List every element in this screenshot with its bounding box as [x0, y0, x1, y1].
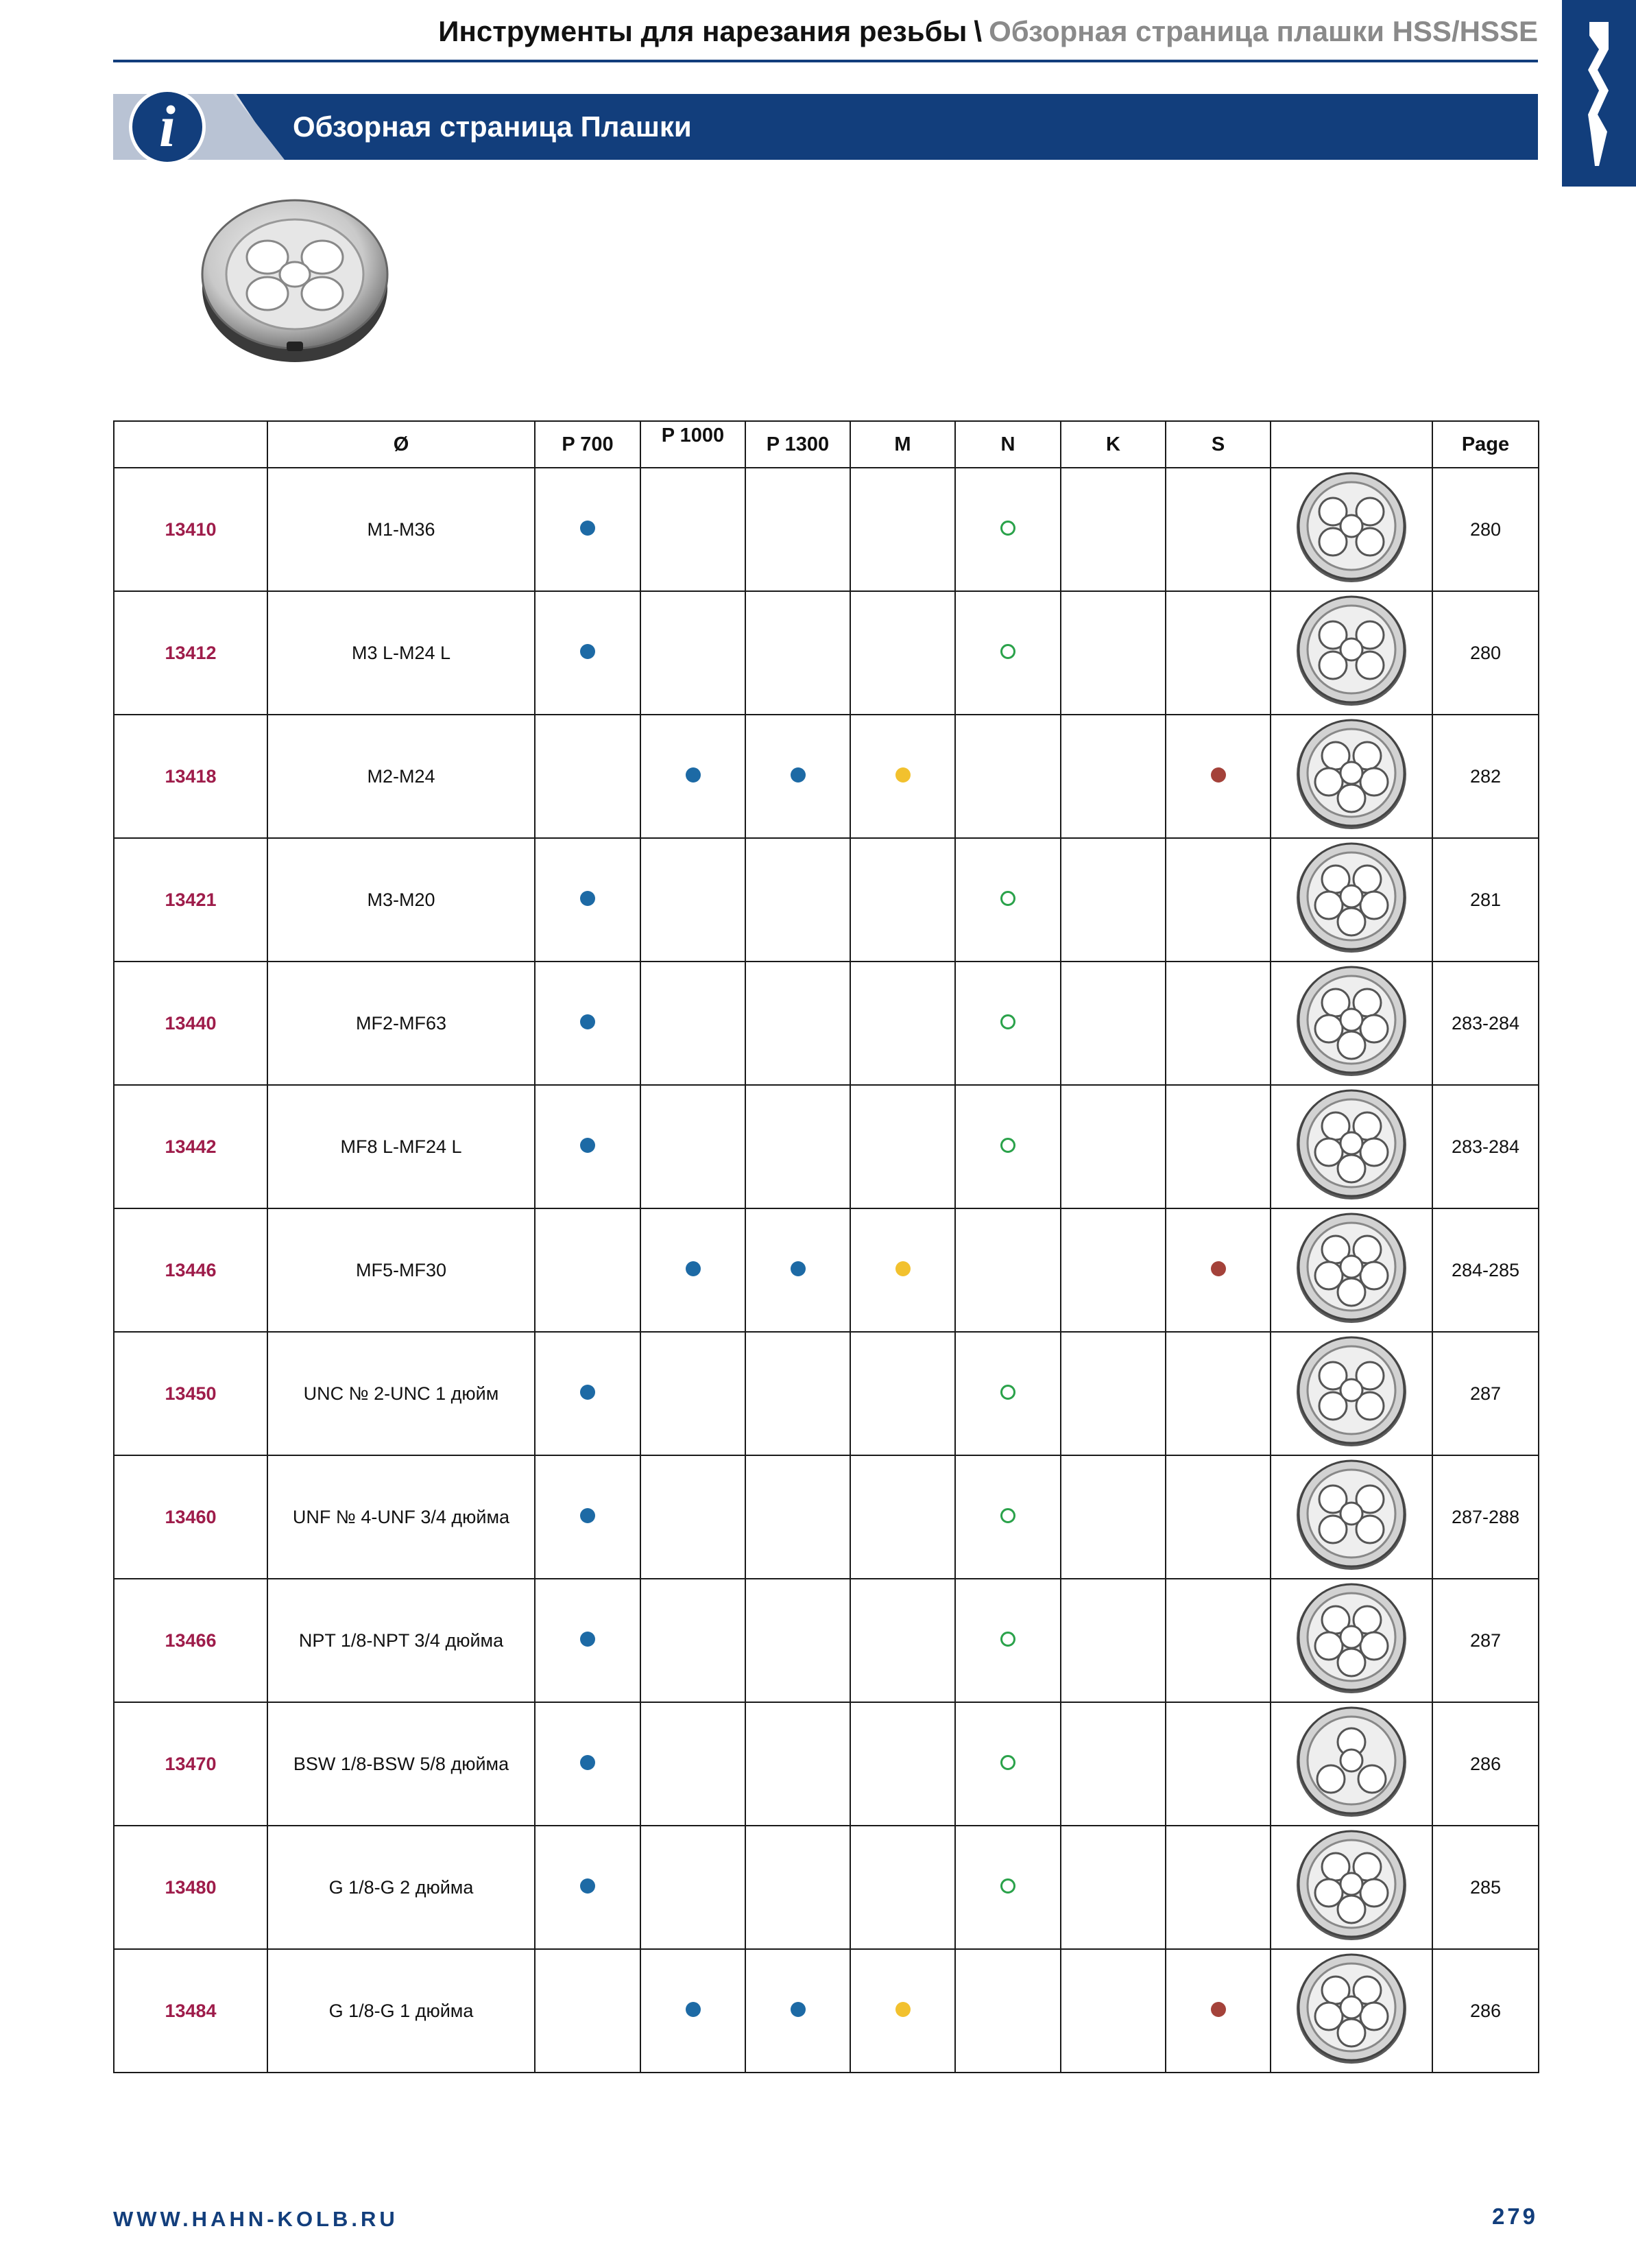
- suitability-cell-s: [1166, 1579, 1271, 1702]
- product-image-cell: [1271, 1702, 1432, 1826]
- diameter-range: UNC № 2-UNC 1 дюйм: [267, 1332, 535, 1455]
- suitability-cell-n: [955, 1579, 1061, 1702]
- header-title-sub: Обзорная страница плашки HSS/HSSE: [989, 15, 1538, 47]
- suitability-cell-p1000: [640, 1949, 745, 2073]
- article-number[interactable]: 13418: [114, 715, 267, 838]
- suitability-cell-p700: [535, 1949, 640, 2073]
- suitability-cell-p1000: [640, 1208, 745, 1332]
- table-row: [114, 838, 1539, 962]
- page-reference[interactable]: 287-288: [1432, 1455, 1539, 1579]
- header-article: [114, 421, 267, 468]
- suitability-cell-p1300: [745, 591, 850, 715]
- filled-circle-icon: [580, 521, 595, 536]
- section-banner: [113, 94, 1538, 160]
- filled-circle-icon: [686, 767, 701, 783]
- suitability-cell-p700: [535, 1826, 640, 1949]
- open-circle-icon: [1000, 1878, 1015, 1894]
- header-s: S: [1166, 421, 1271, 468]
- page-reference[interactable]: 287: [1432, 1579, 1539, 1702]
- suitability-cell-s: [1166, 1702, 1271, 1826]
- drill-bit-icon: [1577, 22, 1621, 166]
- suitability-cell-n: [955, 1826, 1061, 1949]
- open-circle-icon: [1000, 521, 1015, 536]
- table-row: [114, 1332, 1539, 1455]
- product-image-cell: [1271, 468, 1432, 591]
- open-circle-icon: [1000, 1138, 1015, 1153]
- diameter-range: M2-M24: [267, 715, 535, 838]
- suitability-cell-p1300: [745, 715, 850, 838]
- open-circle-icon: [1000, 1755, 1015, 1770]
- article-number[interactable]: 13484: [114, 1949, 267, 2073]
- die-thumbnail-image: [1293, 1210, 1410, 1326]
- suitability-cell-m: [850, 1332, 955, 1455]
- die-thumbnail-image: [1293, 839, 1410, 956]
- suitability-cell-s: [1166, 962, 1271, 1085]
- article-number[interactable]: 13460: [114, 1455, 267, 1579]
- filled-circle-icon: [580, 891, 595, 906]
- product-image-cell: [1271, 1455, 1432, 1579]
- page-reference[interactable]: 283-284: [1432, 1085, 1539, 1208]
- open-circle-icon: [1000, 644, 1015, 659]
- suitability-cell-n: [955, 591, 1061, 715]
- filled-circle-icon: [1211, 2002, 1226, 2017]
- table-row: [114, 1085, 1539, 1208]
- die-thumbnail-image: [1293, 469, 1410, 586]
- suitability-cell-p700: [535, 468, 640, 591]
- suitability-cell-n: [955, 468, 1061, 591]
- diameter-range: G 1/8-G 2 дюйма: [267, 1826, 535, 1949]
- article-number[interactable]: 13421: [114, 838, 267, 962]
- suitability-cell-k: [1061, 715, 1166, 838]
- suitability-cell-p1300: [745, 468, 850, 591]
- diameter-range: M3-M20: [267, 838, 535, 962]
- article-number[interactable]: 13470: [114, 1702, 267, 1826]
- suitability-cell-p1000: [640, 838, 745, 962]
- diameter-range: NPT 1/8-NPT 3/4 дюйма: [267, 1579, 535, 1702]
- suitability-cell-p700: [535, 591, 640, 715]
- suitability-cell-s: [1166, 1085, 1271, 1208]
- suitability-cell-s: [1166, 838, 1271, 962]
- header-p1000: P 1000: [640, 421, 745, 468]
- suitability-cell-m: [850, 468, 955, 591]
- die-thumbnail-image: [1293, 1827, 1410, 1944]
- suitability-cell-p1300: [745, 838, 850, 962]
- page-header-title: [438, 15, 1538, 48]
- suitability-cell-s: [1166, 715, 1271, 838]
- table-header-row: [114, 421, 1539, 468]
- article-number[interactable]: 13446: [114, 1208, 267, 1332]
- table-row: [114, 1702, 1539, 1826]
- suitability-cell-p700: [535, 715, 640, 838]
- filled-circle-icon: [791, 2002, 806, 2017]
- chapter-tab: [1562, 0, 1636, 187]
- suitability-cell-k: [1061, 838, 1166, 962]
- die-thumbnail-image: [1293, 1704, 1410, 1820]
- filled-circle-icon: [686, 2002, 701, 2017]
- suitability-cell-p1300: [745, 1085, 850, 1208]
- die-thumbnail-image: [1293, 1333, 1410, 1450]
- open-circle-icon: [1000, 1385, 1015, 1400]
- suitability-cell-k: [1061, 591, 1166, 715]
- table-row: [114, 1949, 1539, 2073]
- suitability-cell-s: [1166, 1455, 1271, 1579]
- open-circle-icon: [1000, 891, 1015, 906]
- suitability-cell-p1000: [640, 715, 745, 838]
- product-image-cell: [1271, 1085, 1432, 1208]
- suitability-cell-s: [1166, 1826, 1271, 1949]
- diameter-range: M1-M36: [267, 468, 535, 591]
- table-row: [114, 715, 1539, 838]
- die-product-image: [199, 185, 391, 363]
- suitability-cell-n: [955, 962, 1061, 1085]
- product-image-cell: [1271, 962, 1432, 1085]
- filled-circle-icon: [580, 1878, 595, 1894]
- diameter-range: MF5-MF30: [267, 1208, 535, 1332]
- table-row: [114, 962, 1539, 1085]
- die-thumbnail-image: [1293, 1086, 1410, 1203]
- header-title-main: Инструменты для нарезания резьбы: [438, 15, 967, 47]
- table-row: [114, 1579, 1539, 1702]
- suitability-cell-m: [850, 1702, 955, 1826]
- page-reference[interactable]: 282: [1432, 715, 1539, 838]
- filled-circle-icon: [580, 1632, 595, 1647]
- suitability-cell-p1000: [640, 468, 745, 591]
- article-number[interactable]: 13440: [114, 962, 267, 1085]
- suitability-cell-p700: [535, 1455, 640, 1579]
- info-icon: i: [129, 88, 206, 165]
- suitability-cell-k: [1061, 962, 1166, 1085]
- header-page: Page: [1432, 421, 1539, 468]
- page-number: 279: [1491, 2204, 1538, 2229]
- open-circle-icon: [1000, 1014, 1015, 1029]
- suitability-cell-p1300: [745, 1332, 850, 1455]
- suitability-cell-m: [850, 962, 955, 1085]
- filled-circle-icon: [895, 2002, 911, 2017]
- suitability-cell-s: [1166, 1332, 1271, 1455]
- suitability-cell-s: [1166, 1208, 1271, 1332]
- header-p1300: P 1300: [745, 421, 850, 468]
- product-image-cell: [1271, 1579, 1432, 1702]
- suitability-cell-n: [955, 1455, 1061, 1579]
- product-image-cell: [1271, 838, 1432, 962]
- article-number[interactable]: 13480: [114, 1826, 267, 1949]
- suitability-cell-s: [1166, 591, 1271, 715]
- suitability-cell-m: [850, 591, 955, 715]
- page-reference[interactable]: 284-285: [1432, 1208, 1539, 1332]
- suitability-cell-m: [850, 715, 955, 838]
- product-image-cell: [1271, 591, 1432, 715]
- suitability-cell-k: [1061, 1332, 1166, 1455]
- open-circle-icon: [1000, 1508, 1015, 1523]
- suitability-cell-p1000: [640, 1579, 745, 1702]
- filled-circle-icon: [580, 1138, 595, 1153]
- header-m: M: [850, 421, 955, 468]
- suitability-cell-k: [1061, 1085, 1166, 1208]
- filled-circle-icon: [791, 767, 806, 783]
- banner-title: Обзорная страница Плашки: [293, 110, 692, 143]
- suitability-cell-p1000: [640, 591, 745, 715]
- page-reference[interactable]: 287: [1432, 1332, 1539, 1455]
- die-thumbnail-image: [1293, 593, 1410, 709]
- article-number[interactable]: 13410: [114, 468, 267, 591]
- header-rule: [113, 60, 1538, 62]
- filled-circle-icon: [580, 1755, 595, 1770]
- suitability-cell-p1000: [640, 1455, 745, 1579]
- suitability-cell-p700: [535, 962, 640, 1085]
- overview-table: [113, 420, 1539, 2073]
- header-p700: P 700: [535, 421, 640, 468]
- suitability-cell-p700: [535, 1579, 640, 1702]
- suitability-cell-n: [955, 1702, 1061, 1826]
- suitability-cell-p1000: [640, 1085, 745, 1208]
- suitability-cell-k: [1061, 1208, 1166, 1332]
- filled-circle-icon: [895, 767, 911, 783]
- filled-circle-icon: [580, 644, 595, 659]
- suitability-cell-m: [850, 1085, 955, 1208]
- table-row: [114, 468, 1539, 591]
- header-n: N: [955, 421, 1061, 468]
- article-number[interactable]: 13466: [114, 1579, 267, 1702]
- diameter-range: BSW 1/8-BSW 5/8 дюйма: [267, 1702, 535, 1826]
- suitability-cell-n: [955, 1208, 1061, 1332]
- filled-circle-icon: [686, 1261, 701, 1276]
- diameter-range: MF8 L-MF24 L: [267, 1085, 535, 1208]
- product-image-cell: [1271, 715, 1432, 838]
- suitability-cell-p1000: [640, 1702, 745, 1826]
- diameter-range: UNF № 4-UNF 3/4 дюйма: [267, 1455, 535, 1579]
- suitability-cell-p1300: [745, 1455, 850, 1579]
- diameter-range: M3 L-M24 L: [267, 591, 535, 715]
- suitability-cell-n: [955, 1949, 1061, 2073]
- suitability-cell-m: [850, 838, 955, 962]
- suitability-cell-m: [850, 1949, 955, 2073]
- suitability-cell-k: [1061, 1949, 1166, 2073]
- filled-circle-icon: [1211, 1261, 1226, 1276]
- suitability-cell-p1000: [640, 1332, 745, 1455]
- suitability-cell-p700: [535, 1208, 640, 1332]
- suitability-cell-m: [850, 1826, 955, 1949]
- die-thumbnail-image: [1293, 963, 1410, 1079]
- filled-circle-icon: [791, 1261, 806, 1276]
- suitability-cell-p700: [535, 1085, 640, 1208]
- suitability-cell-p1300: [745, 1579, 850, 1702]
- suitability-cell-k: [1061, 1579, 1166, 1702]
- footer-url[interactable]: WWW.HAHN-KOLB.RU: [113, 2207, 398, 2231]
- suitability-cell-k: [1061, 1455, 1166, 1579]
- page-reference[interactable]: 280: [1432, 468, 1539, 591]
- suitability-cell-p700: [535, 1332, 640, 1455]
- header-k: K: [1061, 421, 1166, 468]
- table-row: [114, 1455, 1539, 1579]
- filled-circle-icon: [1211, 767, 1226, 783]
- diameter-range: MF2-MF63: [267, 962, 535, 1085]
- suitability-cell-k: [1061, 1702, 1166, 1826]
- product-image-cell: [1271, 1332, 1432, 1455]
- suitability-cell-k: [1061, 468, 1166, 591]
- page-reference[interactable]: 286: [1432, 1702, 1539, 1826]
- die-thumbnail-image: [1293, 1950, 1410, 2067]
- suitability-cell-s: [1166, 1949, 1271, 2073]
- die-thumbnail-image: [1293, 1457, 1410, 1573]
- suitability-cell-n: [955, 1085, 1061, 1208]
- filled-circle-icon: [580, 1508, 595, 1523]
- page-reference[interactable]: 281: [1432, 838, 1539, 962]
- suitability-cell-n: [955, 838, 1061, 962]
- page-reference[interactable]: 285: [1432, 1826, 1539, 1949]
- suitability-cell-p1300: [745, 1208, 850, 1332]
- suitability-cell-p1300: [745, 962, 850, 1085]
- table-row: [114, 1826, 1539, 1949]
- suitability-cell-p1300: [745, 1949, 850, 2073]
- article-number[interactable]: 13412: [114, 591, 267, 715]
- suitability-cell-p1300: [745, 1826, 850, 1949]
- suitability-cell-k: [1061, 1826, 1166, 1949]
- die-thumbnail-image: [1293, 716, 1410, 833]
- suitability-cell-m: [850, 1455, 955, 1579]
- suitability-cell-m: [850, 1208, 955, 1332]
- article-number[interactable]: 13450: [114, 1332, 267, 1455]
- filled-circle-icon: [580, 1014, 595, 1029]
- filled-circle-icon: [580, 1385, 595, 1400]
- table-row: [114, 1208, 1539, 1332]
- header-diameter: Ø: [267, 421, 535, 468]
- die-thumbnail-image: [1293, 1580, 1410, 1697]
- suitability-cell-p1000: [640, 962, 745, 1085]
- article-number[interactable]: 13442: [114, 1085, 267, 1208]
- table-row: [114, 591, 1539, 715]
- suitability-cell-p700: [535, 838, 640, 962]
- suitability-cell-s: [1166, 468, 1271, 591]
- suitability-cell-m: [850, 1579, 955, 1702]
- page-reference[interactable]: 286: [1432, 1949, 1539, 2073]
- header-separator: \: [974, 15, 983, 47]
- header-image: [1271, 421, 1432, 468]
- suitability-cell-p700: [535, 1702, 640, 1826]
- diameter-range: G 1/8-G 1 дюйма: [267, 1949, 535, 2073]
- page-reference[interactable]: 283-284: [1432, 962, 1539, 1085]
- product-image-cell: [1271, 1208, 1432, 1332]
- filled-circle-icon: [895, 1261, 911, 1276]
- suitability-cell-n: [955, 1332, 1061, 1455]
- suitability-cell-n: [955, 715, 1061, 838]
- page-reference[interactable]: 280: [1432, 591, 1539, 715]
- product-image-cell: [1271, 1826, 1432, 1949]
- open-circle-icon: [1000, 1632, 1015, 1647]
- product-image-cell: [1271, 1949, 1432, 2073]
- suitability-cell-p1000: [640, 1826, 745, 1949]
- suitability-cell-p1300: [745, 1702, 850, 1826]
